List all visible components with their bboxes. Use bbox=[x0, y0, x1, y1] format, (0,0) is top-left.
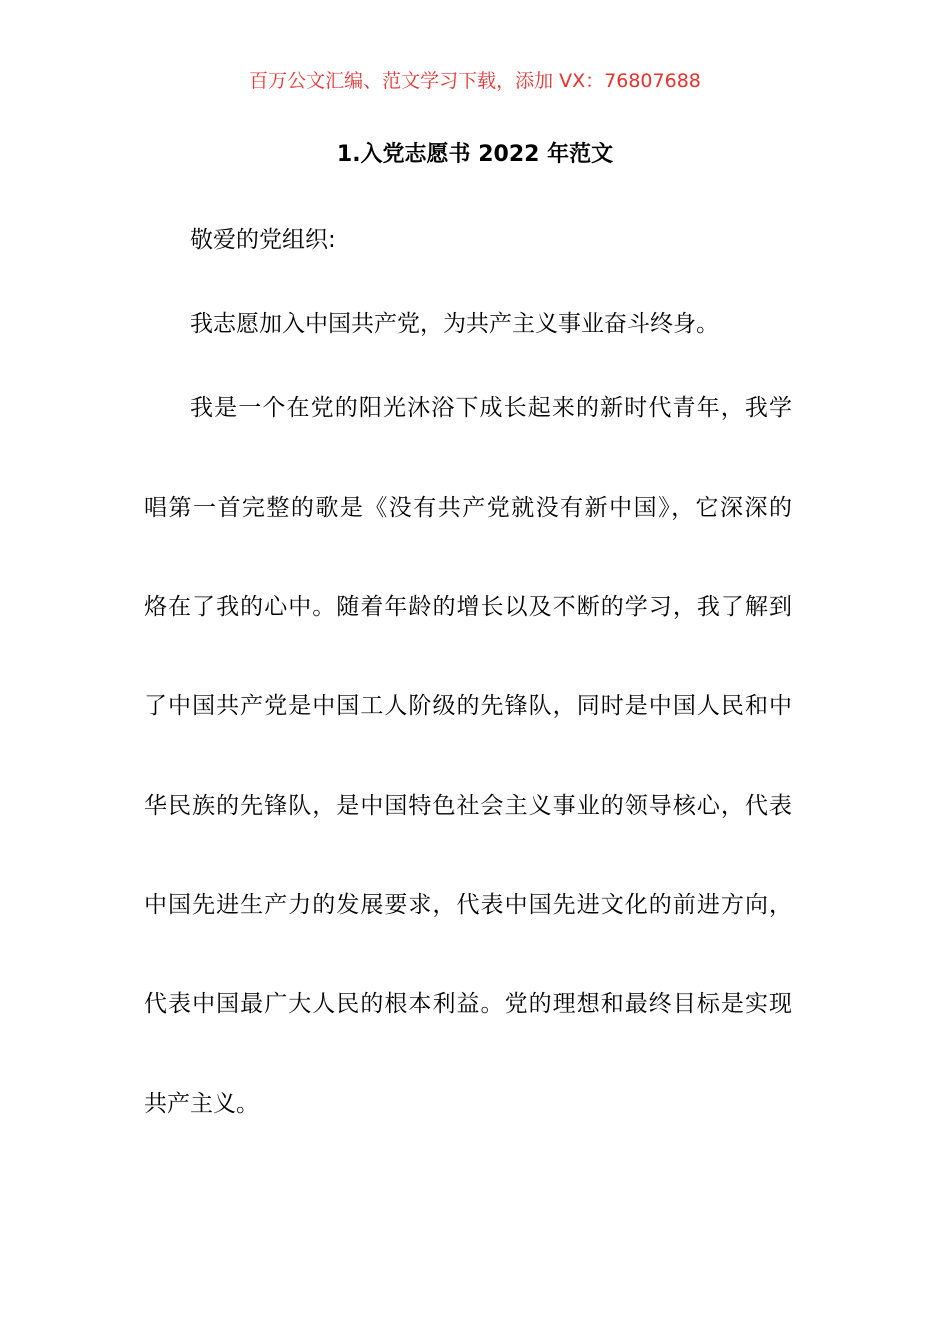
paragraph-line: 共产主义。 bbox=[144, 1091, 259, 1117]
salutation: 敬爱的党组织: bbox=[190, 227, 336, 253]
paragraph-1: 我志愿加入中国共产党，为共产主义事业奋斗终身。 bbox=[190, 311, 719, 337]
paragraph-line: 华民族的先锋队，是中国特色社会主义事业的领导核心，代表 bbox=[144, 793, 792, 819]
paragraph-line: 中国先进生产力的发展要求，代表中国先进文化的前进方向， bbox=[144, 892, 792, 918]
document-title: 1.入党志愿书 2022 年范文 bbox=[336, 142, 614, 167]
paragraph-line: 了中国共产党是中国工人阶级的先锋队，同时是中国人民和中 bbox=[144, 693, 792, 719]
paragraph-line: 唱第一首完整的歌是《没有共产党就没有新中国》，它深深的 bbox=[144, 495, 792, 521]
paragraph-line: 烙在了我的心中。随着年龄的增长以及不断的学习，我了解到 bbox=[144, 594, 792, 620]
header-note: 百万公文汇编、范文学习下载，添加 VX：76807688 bbox=[249, 70, 701, 92]
paragraph-line: 代表中国最广大人民的根本利益。党的理想和最终目标是实现 bbox=[144, 991, 792, 1017]
paragraph-line: 我是一个在党的阳光沐浴下成长起来的新时代青年，我学 bbox=[190, 395, 792, 421]
